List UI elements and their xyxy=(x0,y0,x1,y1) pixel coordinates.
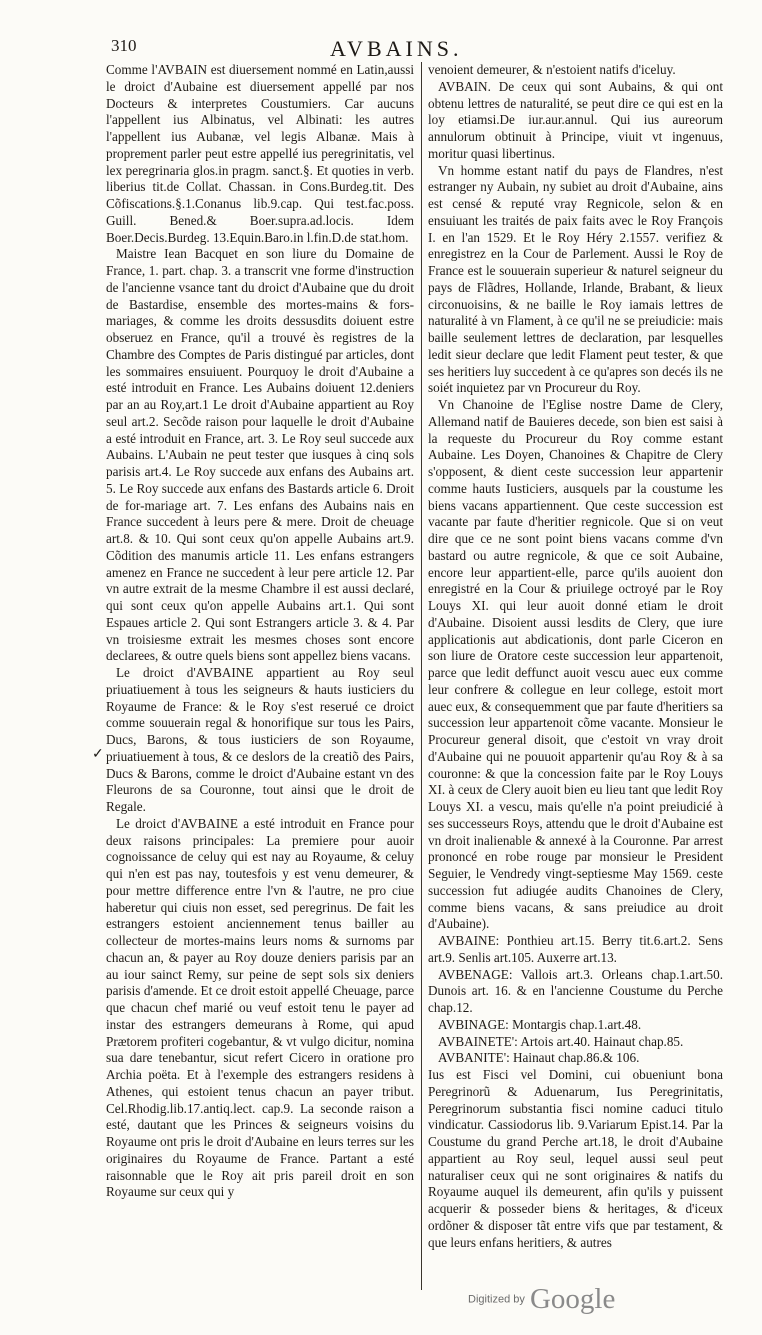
paragraph: Ius est Fisci vel Domini, cui obueniunt bona Peregrinorũ & Aduenarum, Ius Peregrinitatis, Peregrinorum substantia fisci nomine caduci titulo vindicatur. Cassiodorus lib. 9.Variarum Epist.14. Par la Coustume du grand Perche art.18, le droit d'Aubaine appartient au Roy seul, lequel aussi seul peut naturaliser ceux qui ne sont originaires & natifs du Royaume auquel ils demeurent, afin qu'ils y puissent acquerir & posseder biens & heritages, & d'iceux ordõner & disposer tãt entre vifs que par testament, & que leurs enfans heritiers, & autres xyxy=(428,1067,723,1250)
paragraph: Vn Chanoine de l'Eglise nostre Dame de Clery, Allemand natif de Bauieres decede, son bien est saisi à la requeste du Procureur du Roy comme estant Aubaine. Les Doyen, Chanoines & Chapitre de Clery s'opposent, & dient ceste succession leur appartenir comme hauts Iusticiers, ausquels par la coustume les biens vacans appartiennent. Que ceste succession est vacante par faute d'heritier regnicole. Que si on veut dire que ce ne sont point biens vacans comme d'vn bastard ou autre regnicole, & que ce soit Aubaine, encore leur appartient-elle, parce qu'ils auoient don enregistré en la Cour & priuilege octroyé par le Roy Louys XI. qui leur auoit donné etiam le droit d'Aubaine. Disoient aussi lesdits de Clery, que iure applicationis aut abdicationis, dont parle Ciceron en son liure de Oratore ceste succession leur appartenoit, parce que ledit deffunct auoit vescu auec eux comme leur confrere & collegue en leur college, estoit mort auec eux, & consequemment que par faute d'heritiers sa succession leur appartenoit cõme vacante. Monsieur le Procureur general disoit, que c'estoit vn vray droit d'Aubaine qui ne pouuoit appartenir qu'au Roy & à sa couronne: & que la concession faite par le Roy Louys XI. à ceux de Clery auoit bien eu lieu tant que ledit Roy Louys XI. a vescu, mais qu'elle n'a point preiudicié à ses successeurs Roys, attendu que le droit d'Aubaine est vn droit inalienable & annexé à la Couronne. Par arrest prononcé en robe rouge par monsieur le President Seguier, le Vendredy vingt-septiesme May 1569. ceste succession fut adiugée audits Chanoines de Clery, comme biens vacans, & sans preiudice au droit d'Aubaine). xyxy=(428,397,723,932)
paragraph: AVBANITE': Hainaut chap.86.& 106. xyxy=(438,1050,640,1066)
page-number: 310 xyxy=(111,36,137,55)
digitization-watermark xyxy=(468,1283,615,1316)
margin-check-mark: ✓ xyxy=(92,746,104,762)
paragraph: AVBAINE: Ponthieu art.15. Berry tit.6.art.2. Sens art.9. Senlis art.105. Auxerre art.13. xyxy=(428,933,723,965)
paragraph: Comme l'AVBAIN est diuersement nommé en Latin,aussi le droict d'Aubaine est diuersement appellé par nos Docteurs & interpretes Coustumiers. Car aucuns l'appellent ius Albinatus, vel Albinati: les autres l'appellent ius Aubanæ, vel legis Albanæ. Mais à proprement parler peut estre appellé ius peregrinitatis, vel lex peregrinaria glos.in pragm. sanct.§. Et quoties in verb. liberius tit.de Collat. Chassan. in Cons.Burdeg.tit. Des Cõfiscations.§.1.Conanus lib.9.cap. Qui test.fac.poss. Guill. Bened.& Boer.supra.ad.locis. Idem Boer.Decis.Burdeg. 13.Equin.Baro.in l.fin.D.de stat.hom. xyxy=(106,62,414,245)
right-column xyxy=(428,62,723,1251)
paragraph: AVBINAGE: Montargis chap.1.art.48. xyxy=(438,1016,642,1032)
paragraph: Le droict d'AVBAINE appartient au Roy seul priuatiuement à tous les seigneurs & hauts iusticiers du Royaume de France: & le Roy s'est reserué ce droict comme souuerain regal & honorifique sur tous les Pairs, Ducs, Barons, & tous iusticiers de son Royaume, priuatiuement à tous, & ce deslors de la creatiõ des Pairs, Ducs & Barons, comme le droict d'Aubaine estant vn des Fleurons de sa Couronne, tout ainsi que le droit de Regale. xyxy=(106,665,414,814)
paragraph: Le droict d'AVBAINE a esté introduit en France pour deux raisons principales: La premiere pour auoir cognoissance de celuy qui est nay au Royaume, & celuy qui n'en est pas nay, toutesfois y est venu demeurer, & pour mettre difference entre l'vn & l'autre, ne pro ciue haberetur qui ciuis non esset, sed peregrinus. De fait les estrangers estoient anciennement tenus bailler au collecteur de mortes-mains leurs noms & surnoms par chacun an, & payer au Roy douze deniers parisis par an au iour sainct Remy, sur peine de sept sols six deniers parisis d'amende. Et ce droit estoit appellé Cheuage, parce que chacun chef marié ou veuf estoit tenu le payer ad instar des estrangers demeurans à Rome, qui apud Prætorem profiteri cogebantur, & vt vulgo dicitur, nomina sua dare tenebantur, sicut refert Cicero in oratione pro Archia poëta. Et à l'exemple des estrangers residens à Athenes, qui estoient tenus chacun an payer tribut. Cel.Rhodig.lib.17.antiq.lect. cap.9. La seconde raison a esté, dautant que les Princes & seigneurs voisins du Royaume ont pris le droit d'Aubaine en leurs terres sur les originaires du Royaume de France. Partant a esté raisonnable que le Roy ait pris pareil droit en son Royaume sur ceux qui y xyxy=(106,815,414,1200)
paragraph: AVBAINETE': Artois art.40. Hainaut chap.85. xyxy=(438,1033,684,1049)
running-head: AVBAINS. xyxy=(330,36,463,61)
digitized-by-label: Digitized by xyxy=(468,1293,525,1306)
paragraph: AVBENAGE: Vallois art.3. Orleans chap.1.art.50. Dunois art. 16. & en l'ancienne Coustume du Perche chap.12. xyxy=(428,966,723,1015)
paragraph: Vn homme estant natif du pays de Flandres, n'est estranger ny Aubain, ny subiet au droit d'Aubaine, ains est censé & reputé vray Regnicole, selon & en ensuiuant les traités de paix faits avec le Roy François I. en l'an 1529. Et le Roy Héry 2.1557. verifiez & enregistrez en la Cour de Parlement. Aussi le Roy de France est le souuerain superieur & naturel seigneur du pays de Flãdres, Hollande, Irlande, Brabant, & lieux circonuoisins, & ne baille le Roy iamais lettres de naturalité à vn Flament, à ce qu'il ne se preiudicie: mais baille seulement lettres de declaration, par lesquelles ledit sieur declare que ledit Flament peut tester, & que ses heritiers luy succedent à ce qu'apres son decés ils ne soiét inquietez par vn Procureur du Roy. xyxy=(428,162,723,396)
paragraph: AVBAIN. De ceux qui sont Aubains, & qui ont obtenu lettres de naturalité, se peut dire ce qui est en la loy etiamsi.De iur.aur.annul. Qui ius aureorum annulorum obtinuit à Principe, viuit vt ingenuus, moritur quasi libertinus. xyxy=(428,78,723,161)
left-column xyxy=(106,62,414,1201)
column-divider xyxy=(421,62,422,1290)
paragraph: Maistre Iean Bacquet en son liure du Domaine de France, 1. part. chap. 3. a transcrit vne forme d'instruction de l'ancienne vsance tant du droict d'Aubaine que du droit de Bastardise, ensemble des mortes-mains & fors-mariages, & comme les droits dessusdits doiuent estre obseruez en France, qu'il a trouvé ès registres de la Chambre des Comptes de Paris distingué par articles, dont les sommaires ensuiuent. Pourquoy le droit d'Aubaine a esté introduit en France. Les Aubains doiuent 12.deniers par an au Roy,art.1 Le droit d'Aubaine appartient au Roy seul art.2. Secõde raison pour laquelle le droit d'Aubaine a esté introduit en France, art. 3. Le Roy seul succede aux Aubains. L'Aubain ne peut tester que iusques à cinq sols parisis art.4. Le Roy succede aux enfans des Aubains art. 5. Le Roy succede aux enfans des Bastards article 6. Droit de for-mariage art. 7. Les enfans des Aubains nais en France succedent à leurs pere & mere. Droit de cheuage art.8. & 10. Qui sont ceux qu'on appelle Aubains art.9. Cõdition des manumis article 11. Les enfans estrangers amenez en France ne succedent à leur pere article 12. Par vn autre extrait de la mesme Chambre il est aussi declaré, qui sont ceux qu'on appelle Aubains art.1. Qui sont Espaues article 2. Qui sont Estrangers article 3. & 4. Par vn troisiesme extrait les mesmes choses sont encore declarees, & outre quels biens sont appellez biens vacans. xyxy=(106,246,415,664)
google-logo: Google xyxy=(529,1283,616,1315)
paragraph: venoient demeurer, & n'estoient natifs d'iceluy. xyxy=(428,62,676,77)
